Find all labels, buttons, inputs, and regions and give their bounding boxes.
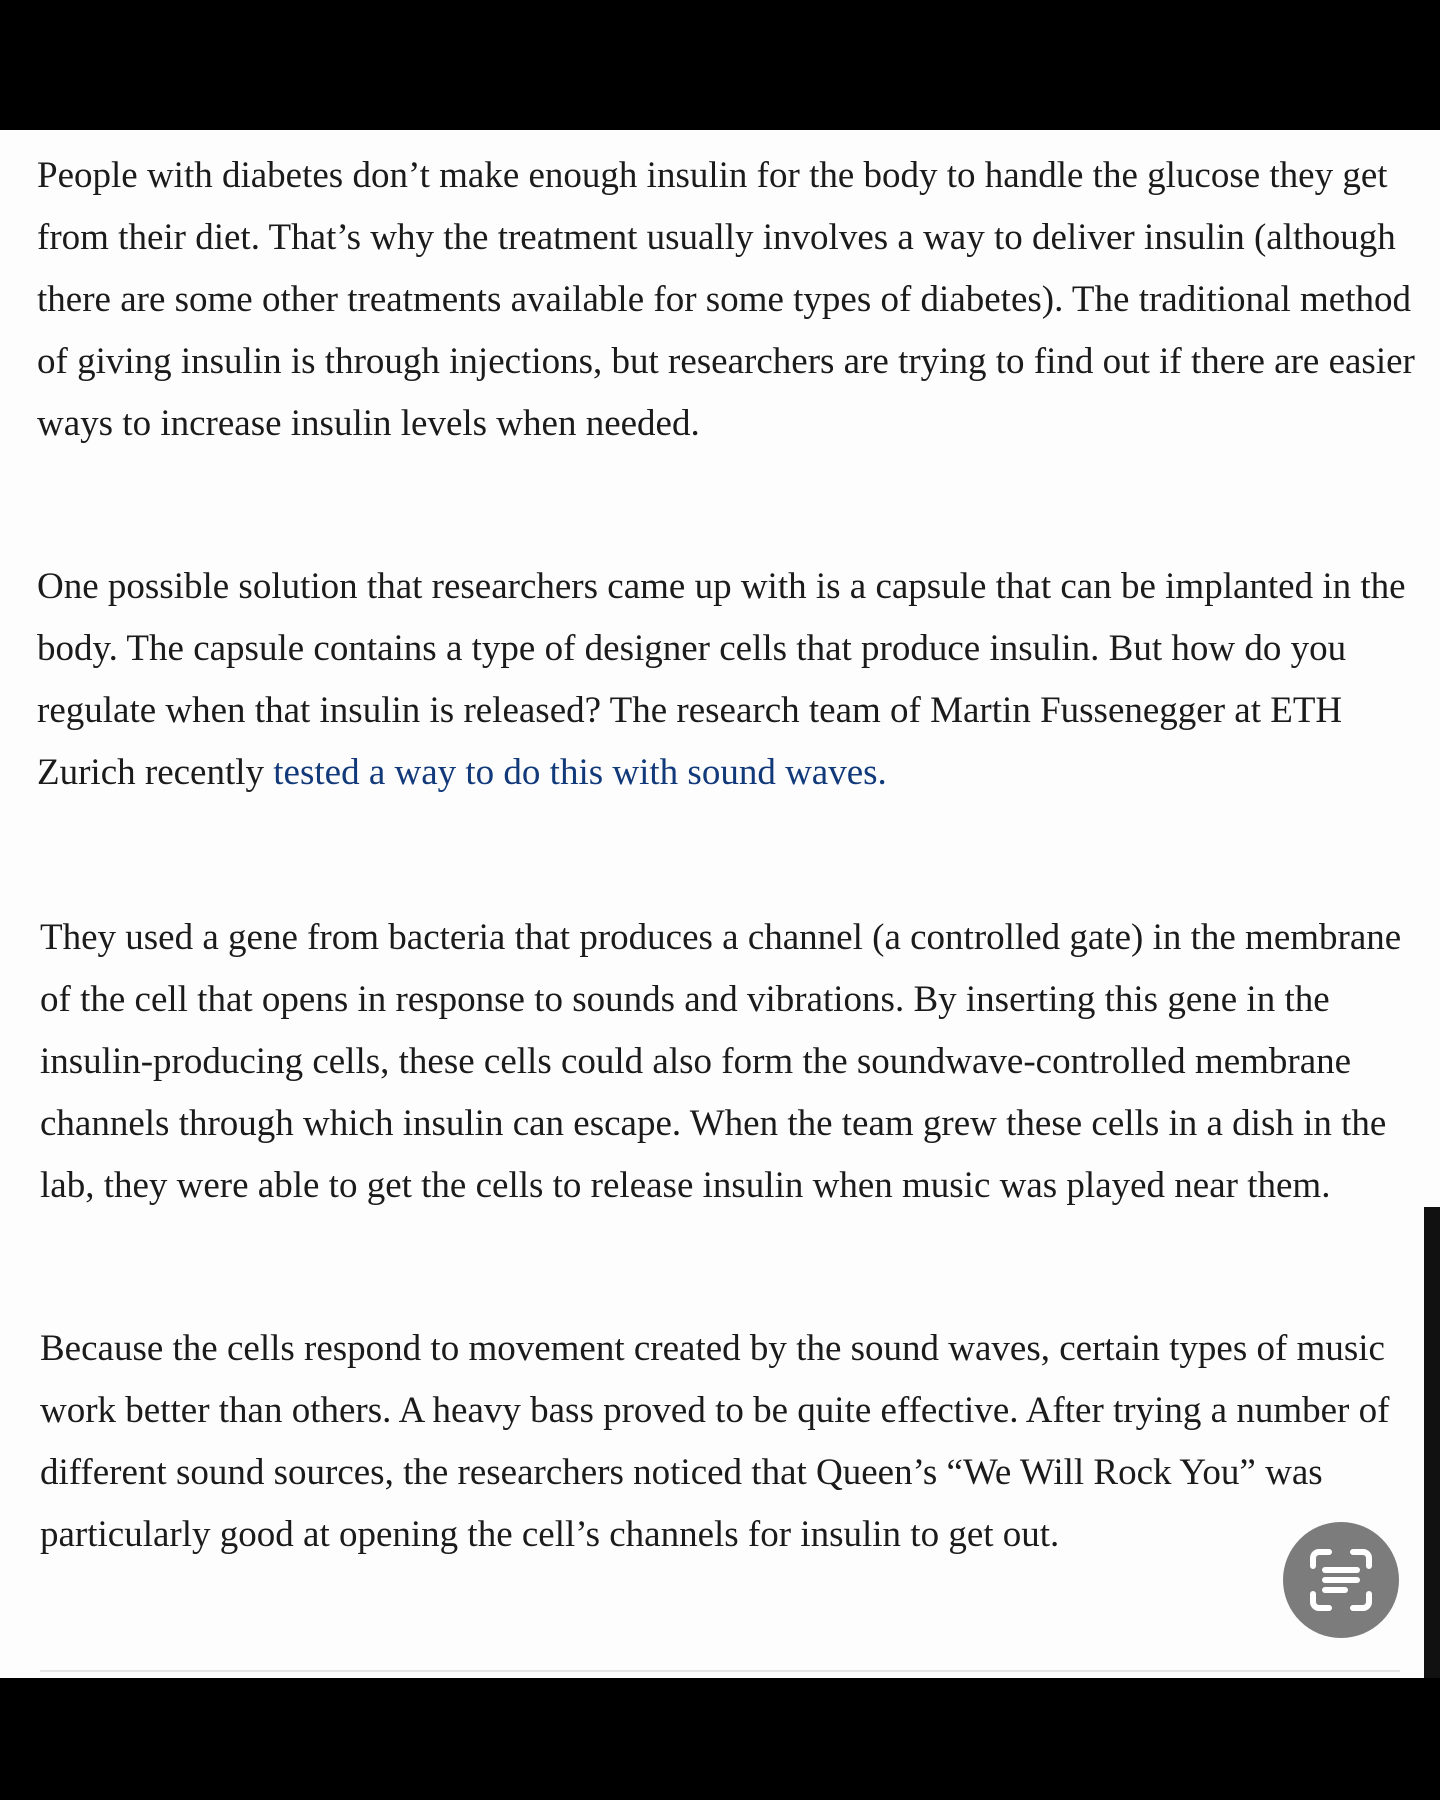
paragraph-3: They used a gene from bacteria that produces a channel (a controlled gate) in the membrane of the cell that opens in response to sounds and vibrations. By inserting this gene in the insulin-producing cells, these cells could also form the soundwave-controlled membrane channels through which insulin can escape. When the team grew these cells in a dish in the lab, they were able to get the cells to release insulin when music was played near them. xyxy=(40,917,1402,1206)
article-body xyxy=(0,130,1440,1678)
bottom-black-bar xyxy=(0,1678,1440,1800)
paragraph-1: People with diabetes don’t make enough insulin for the body to handle the glucose they get from their diet. That’s why the treatment usually involves a way to deliver insulin (although there are some other treatments available for some types of diabetes). The traditional method of giving insulin is through injections, but researchers are trying to find out if there are easier ways to increase insulin levels when needed. xyxy=(37,155,1415,444)
section-divider xyxy=(40,1670,1400,1672)
text-scan-icon xyxy=(1283,1522,1399,1638)
paragraph-2-text: One possible solution that researchers came up with is a capsule that can be implanted in the body. The capsule contains a type of designer cells that produce insulin. But how do you regulate when that insulin is released? The research team of Martin Fussenegger at ETH Zurich recently xyxy=(37,566,1406,793)
top-black-bar xyxy=(0,0,1440,130)
paragraph-2 xyxy=(37,556,1417,804)
text-scan-button[interactable] xyxy=(1283,1522,1399,1638)
paragraph-4: Because the cells respond to movement created by the sound waves, certain types of music work better than others. A heavy bass proved to be quite effective. After trying a number of different sound sources, the researchers noticed that Queen’s “We Will Rock You” was particularly good at opening the cell’s channels for insulin to get out. xyxy=(40,1328,1390,1555)
scroll-edge xyxy=(1424,1207,1440,1678)
tested-sound-waves-link[interactable]: tested a way to do this with sound waves. xyxy=(273,752,887,793)
